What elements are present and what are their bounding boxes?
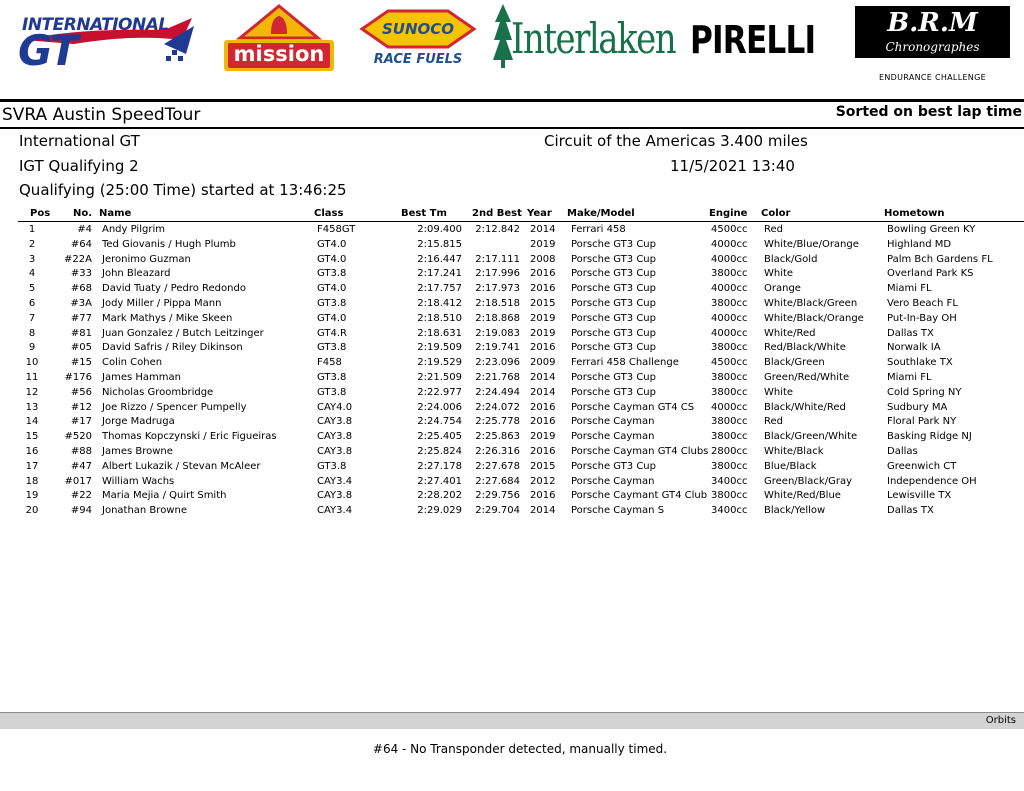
- session-name: IGT Qualifying 2: [19, 157, 139, 175]
- cell-number: #56: [70, 386, 92, 398]
- cell-color: Black/Green/White: [764, 431, 858, 443]
- cell-class: CAY3.8: [317, 431, 353, 443]
- cell-hometown: Norwalk IA: [887, 342, 941, 354]
- cell-hometown: Palm Bch Gardens FL: [887, 253, 993, 265]
- cell-color: Black/White/Red: [764, 401, 846, 413]
- cell-class: CAY3.8: [317, 416, 353, 428]
- cell-year: 2008: [530, 253, 556, 265]
- cell-best-time: 2:24.006: [417, 401, 462, 413]
- cell-engine: 4000cc: [711, 253, 748, 265]
- igt-wordmark-line1: INTERNATIONAL: [22, 15, 169, 35]
- cell-engine: 3800cc: [711, 297, 748, 309]
- cell-driver-name: Juan Gonzalez / Butch Leitzinger: [102, 327, 264, 339]
- cell-engine: 4500cc: [711, 357, 748, 369]
- cell-best-time: 2:15.815: [417, 238, 462, 250]
- cell-second-best: 2:29.756: [475, 490, 520, 502]
- cell-best-time: 2:27.401: [417, 475, 462, 487]
- table-row: [0, 490, 1024, 505]
- header-rule-top: [0, 99, 1024, 102]
- transponder-note: #64 - No Transponder detected, manually timed.: [372, 742, 668, 756]
- cell-pos: 11: [25, 371, 39, 383]
- cell-driver-name: Mark Mathys / Mike Skeen: [102, 312, 233, 324]
- event-title: SVRA Austin SpeedTour: [2, 105, 201, 125]
- interlaken-logo: [493, 2, 676, 72]
- cell-year: 2014: [530, 371, 556, 383]
- cell-make-model: Ferrari 458: [571, 224, 626, 235]
- cell-color: Green/Black/Gray: [764, 475, 852, 487]
- cell-second-best: 2:24.072: [475, 401, 520, 413]
- igt-wordmark-line2: GT: [18, 26, 77, 75]
- cell-driver-name: Jonathan Browne: [102, 505, 187, 517]
- col-year: Year: [527, 208, 552, 219]
- cell-driver-name: William Wachs: [102, 475, 175, 487]
- cell-year: 2019: [530, 312, 556, 324]
- results-table-header: [0, 208, 1024, 222]
- cell-driver-name: Joe Rizzo / Spencer Pumpelly: [102, 401, 247, 413]
- cell-engine: 4000cc: [711, 283, 748, 295]
- cell-number: #15: [70, 357, 92, 369]
- table-row: [0, 416, 1024, 431]
- cell-color: White: [764, 268, 794, 280]
- cell-engine: 3800cc: [711, 460, 748, 472]
- cell-best-time: 2:22.977: [417, 386, 462, 398]
- cell-year: 2014: [530, 224, 556, 235]
- cell-color: Black/Yellow: [764, 505, 826, 517]
- cell-class: CAY3.8: [317, 490, 353, 502]
- cell-color: White/Red/Blue: [764, 490, 841, 502]
- table-row: [0, 328, 1024, 343]
- cell-number: #176: [64, 371, 92, 383]
- cell-driver-name: James Hamman: [102, 371, 181, 383]
- brm-logo: [855, 6, 1010, 86]
- cell-pos: 12: [25, 386, 39, 398]
- cell-second-best: 2:17.996: [475, 268, 520, 280]
- cell-best-time: 2:17.241: [417, 268, 462, 280]
- cell-year: 2014: [530, 505, 556, 517]
- cell-second-best: 2:24.494: [475, 386, 520, 398]
- cell-number: #64: [70, 238, 92, 250]
- table-row: [0, 461, 1024, 476]
- cell-best-time: 2:28.202: [417, 490, 462, 502]
- cell-year: 2012: [530, 475, 556, 487]
- cell-year: 2016: [530, 283, 556, 295]
- cell-year: 2015: [530, 297, 556, 309]
- cell-pos: 13: [25, 401, 39, 413]
- cell-best-time: 2:19.529: [417, 357, 462, 369]
- cell-second-best: 2:17.973: [475, 283, 520, 295]
- cell-pos: 5: [28, 283, 36, 295]
- cell-number: #22: [70, 490, 92, 502]
- cell-best-time: 2:18.631: [417, 327, 462, 339]
- cell-class: GT3.8: [317, 297, 347, 309]
- cell-engine: 3800cc: [711, 490, 748, 502]
- cell-make-model: Porsche Cayman: [571, 431, 655, 443]
- cell-pos: 7: [28, 312, 36, 324]
- brm-chronographes: Chronographes: [885, 40, 980, 54]
- cell-year: 2019: [530, 238, 556, 250]
- cell-hometown: Put-In-Bay OH: [887, 312, 957, 324]
- cell-make-model: Porsche GT3 Cup: [571, 386, 656, 398]
- cell-make-model: Porsche Cayman: [571, 416, 655, 428]
- cell-pos: 2: [28, 238, 36, 250]
- cell-hometown: Miami FL: [887, 283, 932, 295]
- table-row: [0, 239, 1024, 254]
- sunoco-wordmark: SUNOCO: [381, 20, 455, 38]
- cell-second-best: 2:12.842: [475, 224, 520, 235]
- cell-number: #4: [77, 224, 92, 235]
- cell-engine: 3400cc: [711, 505, 748, 517]
- cell-hometown: Vero Beach FL: [887, 297, 958, 309]
- sort-note: Sorted on best lap time: [835, 104, 1022, 120]
- cell-number: #05: [70, 342, 92, 354]
- cell-year: 2016: [530, 445, 556, 457]
- cell-color: White: [764, 386, 794, 398]
- cell-class: F458GT: [317, 224, 356, 235]
- cell-driver-name: John Bleazard: [102, 268, 171, 280]
- cell-hometown: Greenwich CT: [887, 460, 957, 472]
- cell-color: Orange: [764, 283, 801, 295]
- cell-number: #33: [70, 268, 92, 280]
- cell-driver-name: Maria Mejia / Quirt Smith: [102, 490, 227, 502]
- header-rule-bottom: [0, 127, 1024, 129]
- col-hometown: Hometown: [884, 208, 945, 219]
- cell-engine: 3400cc: [711, 475, 748, 487]
- cell-pos: 17: [25, 460, 39, 472]
- cell-pos: 6: [28, 297, 36, 309]
- cell-color: White/Blue/Orange: [764, 238, 859, 250]
- cell-class: GT4.0: [317, 238, 347, 250]
- table-header-rule: [18, 221, 1024, 222]
- cell-color: Blue/Black: [764, 460, 817, 472]
- cell-pos: 8: [28, 327, 36, 339]
- cell-second-best: 2:19.741: [475, 342, 520, 354]
- cell-hometown: Floral Park NY: [887, 416, 957, 428]
- cell-class: GT3.8: [317, 342, 347, 354]
- cell-second-best: 2:21.768: [475, 371, 520, 383]
- cell-number: #88: [70, 445, 92, 457]
- table-row: [0, 402, 1024, 417]
- col-best: Best Tm: [401, 208, 447, 219]
- pirelli-wordmark: PIRELLI: [690, 18, 816, 62]
- cell-class: GT3.8: [317, 386, 347, 398]
- cell-second-best: 2:27.684: [475, 475, 520, 487]
- cell-number: #12: [70, 401, 92, 413]
- cell-class: GT3.8: [317, 268, 347, 280]
- session-datetime: 11/5/2021 13:40: [670, 157, 795, 175]
- cell-number: #17: [70, 416, 92, 428]
- cell-hometown: Bowling Green KY: [887, 224, 976, 235]
- cell-make-model: Porsche Cayman: [571, 475, 655, 487]
- cell-second-best: 2:18.518: [475, 297, 520, 309]
- table-row: [0, 342, 1024, 357]
- cell-hometown: Cold Spring NY: [887, 386, 962, 398]
- circuit-name: Circuit of the Americas 3.400 miles: [544, 132, 808, 150]
- series-name: International GT: [19, 132, 140, 150]
- cell-best-time: 2:25.405: [417, 431, 462, 443]
- cell-best-time: 2:17.757: [417, 283, 462, 295]
- cell-make-model: Porsche Cayman GT4 Clubs: [571, 445, 709, 457]
- cell-make-model: Porsche Cayman GT4 CS: [571, 401, 695, 413]
- col-name: Name: [99, 208, 132, 219]
- cell-year: 2016: [530, 401, 556, 413]
- col-no: No.: [73, 208, 93, 219]
- cell-driver-name: Jorge Madruga: [102, 416, 175, 428]
- cell-make-model: Porsche GT3 Cup: [571, 297, 656, 309]
- cell-engine: 4000cc: [711, 312, 748, 324]
- cell-best-time: 2:24.754: [417, 416, 462, 428]
- col-engine: Engine: [709, 208, 748, 219]
- cell-make-model: Porsche GT3 Cup: [571, 371, 656, 383]
- cell-best-time: 2:16.447: [417, 253, 462, 265]
- cell-pos: 1: [28, 224, 36, 235]
- cell-year: 2016: [530, 342, 556, 354]
- mission-logo: [222, 4, 336, 72]
- cell-pos: 3: [28, 253, 36, 265]
- cell-number: #3A: [70, 297, 92, 309]
- cell-make-model: Porsche Cayman S: [571, 505, 665, 517]
- cell-best-time: 2:18.412: [417, 297, 462, 309]
- cell-pos: 9: [28, 342, 36, 354]
- table-row: [0, 224, 1024, 239]
- table-row: [0, 357, 1024, 372]
- cell-driver-name: Jody Miller / Pippa Mann: [102, 297, 222, 309]
- table-row: [0, 505, 1024, 520]
- cell-pos: 10: [25, 357, 39, 369]
- cell-class: GT4.0: [317, 253, 347, 265]
- cell-make-model: Porsche GT3 Cup: [571, 460, 656, 472]
- cell-color: White/Black/Orange: [764, 312, 864, 324]
- table-row: [0, 283, 1024, 298]
- orbits-label: Orbits: [985, 715, 1016, 726]
- col-model: Make/Model: [567, 208, 635, 219]
- cell-pos: 4: [28, 268, 36, 280]
- pirelli-logo: [690, 14, 820, 72]
- cell-make-model: Porsche GT3 Cup: [571, 253, 656, 265]
- cell-hometown: Dallas TX: [887, 327, 934, 339]
- cell-best-time: 2:18.510: [417, 312, 462, 324]
- cell-class: GT3.8: [317, 460, 347, 472]
- cell-second-best: 2:29.704: [475, 505, 520, 517]
- cell-best-time: 2:21.509: [417, 371, 462, 383]
- cell-class: GT3.8: [317, 371, 347, 383]
- cell-make-model: Porsche GT3 Cup: [571, 342, 656, 354]
- cell-year: 2014: [530, 386, 556, 398]
- cell-hometown: Southlake TX: [887, 357, 953, 369]
- cell-year: 2016: [530, 268, 556, 280]
- sunoco-logo: [358, 8, 478, 70]
- cell-second-best: 2:19.083: [475, 327, 520, 339]
- cell-hometown: Lewisville TX: [887, 490, 952, 502]
- table-row: [0, 446, 1024, 461]
- cell-best-time: 2:09.400: [417, 224, 462, 235]
- cell-hometown: Overland Park KS: [887, 268, 974, 280]
- cell-number: #77: [70, 312, 92, 324]
- cell-hometown: Basking Ridge NJ: [887, 431, 972, 443]
- cell-second-best: 2:27.678: [475, 460, 520, 472]
- cell-pos: 19: [25, 490, 39, 502]
- cell-engine: 4000cc: [711, 401, 748, 413]
- cell-driver-name: Thomas Kopczynski / Eric Figueiras: [102, 431, 277, 443]
- sponsor-logo-strip: [0, 0, 1024, 98]
- international-gt-logo: [14, 10, 199, 82]
- table-row: [0, 254, 1024, 269]
- table-row: [0, 298, 1024, 313]
- cell-pos: 14: [25, 416, 39, 428]
- cell-class: CAY3.8: [317, 445, 353, 457]
- cell-best-time: 2:29.029: [417, 505, 462, 517]
- cell-make-model: Porsche GT3 Cup: [571, 268, 656, 280]
- brm-wordmark: B.R.M: [887, 8, 978, 38]
- cell-hometown: Dallas: [887, 445, 918, 457]
- cell-hometown: Miami FL: [887, 371, 932, 383]
- cell-engine: 3800cc: [711, 371, 748, 383]
- interlaken-tree-icon: [493, 2, 513, 68]
- cell-number: #47: [70, 460, 92, 472]
- cell-driver-name: Colin Cohen: [102, 357, 163, 369]
- cell-number: #94: [70, 505, 92, 517]
- cell-number: #68: [70, 283, 92, 295]
- cell-engine: 3800cc: [711, 268, 748, 280]
- brm-endurance-challenge: ENDURANCE CHALLENGE: [879, 73, 986, 82]
- table-row: [0, 268, 1024, 283]
- cell-make-model: Porsche GT3 Cup: [571, 312, 656, 324]
- cell-number: #520: [64, 431, 92, 443]
- cell-make-model: Ferrari 458 Challenge: [571, 357, 679, 369]
- cell-year: 2016: [530, 490, 556, 502]
- cell-hometown: Dallas TX: [887, 505, 934, 517]
- cell-second-best: 2:25.863: [475, 431, 520, 443]
- cell-second-best: 2:18.868: [475, 312, 520, 324]
- table-row: [0, 476, 1024, 491]
- col-color: Color: [761, 208, 791, 219]
- table-row: [0, 313, 1024, 328]
- cell-driver-name: Ted Giovanis / Hugh Plumb: [102, 238, 236, 250]
- cell-second-best: 2:25.778: [475, 416, 520, 428]
- title-row: [0, 103, 1024, 127]
- cell-driver-name: David Safris / Riley Dikinson: [102, 342, 243, 354]
- cell-engine: 4000cc: [711, 327, 748, 339]
- cell-class: CAY3.4: [317, 475, 353, 487]
- mission-wordmark: mission: [233, 42, 325, 66]
- cell-second-best: 2:23.096: [475, 357, 520, 369]
- cell-engine: 3800cc: [711, 386, 748, 398]
- cell-engine: 2800cc: [711, 445, 748, 457]
- cell-color: Black/Gold: [764, 253, 818, 265]
- cell-color: White/Red: [764, 327, 816, 339]
- cell-class: GT4.R: [317, 327, 347, 339]
- col-second: 2nd Best: [472, 208, 522, 219]
- cell-year: 2016: [530, 416, 556, 428]
- cell-second-best: 2:17.111: [475, 253, 520, 265]
- table-row: [0, 431, 1024, 446]
- cell-number: #81: [70, 327, 92, 339]
- cell-class: GT4.0: [317, 312, 347, 324]
- cell-pos: 18: [25, 475, 39, 487]
- cell-pos: 15: [25, 431, 39, 443]
- results-table-body: [0, 224, 1024, 520]
- cell-make-model: Porsche GT3 Cup: [571, 238, 656, 250]
- race-fuels-wordmark: RACE FUELS: [373, 52, 463, 67]
- cell-second-best: 2:26.316: [475, 445, 520, 457]
- cell-class: CAY3.4: [317, 505, 353, 517]
- cell-best-time: 2:27.178: [417, 460, 462, 472]
- cell-year: 2009: [530, 357, 556, 369]
- cell-color: Red: [764, 416, 783, 428]
- table-row: [0, 387, 1024, 402]
- cell-hometown: Independence OH: [887, 475, 977, 487]
- cell-color: Green/Red/White: [764, 371, 850, 383]
- cell-engine: 4000cc: [711, 238, 748, 250]
- cell-make-model: Porsche Caymant GT4 Club: [571, 490, 708, 502]
- cell-class: CAY4.0: [317, 401, 353, 413]
- cell-make-model: Porsche GT3 Cup: [571, 327, 656, 339]
- cell-pos: 20: [25, 505, 39, 517]
- cell-driver-name: Andy Pilgrim: [102, 224, 165, 235]
- cell-hometown: Sudbury MA: [887, 401, 948, 413]
- cell-year: 2019: [530, 431, 556, 443]
- cell-pos: 16: [25, 445, 39, 457]
- cell-color: White/Black/Green: [764, 297, 858, 309]
- col-pos: Pos: [30, 208, 51, 219]
- cell-best-time: 2:25.824: [417, 445, 462, 457]
- interlaken-wordmark: Interlaken: [511, 14, 676, 64]
- cell-hometown: Highland MD: [887, 238, 952, 250]
- qualifying-info: Qualifying (25:00 Time) started at 13:46:25: [19, 181, 347, 199]
- cell-color: Red: [764, 224, 783, 235]
- cell-color: Black/Green: [764, 357, 825, 369]
- cell-driver-name: David Tuaty / Pedro Redondo: [102, 283, 246, 295]
- cell-number: #22A: [64, 253, 92, 265]
- cell-driver-name: James Browne: [102, 445, 173, 457]
- cell-color: White/Black: [764, 445, 824, 457]
- cell-year: 2019: [530, 327, 556, 339]
- cell-make-model: Porsche GT3 Cup: [571, 283, 656, 295]
- cell-color: Red/Black/White: [764, 342, 846, 354]
- cell-class: GT4.0: [317, 283, 347, 295]
- cell-driver-name: Albert Lukazik / Stevan McAleer: [102, 460, 261, 472]
- cell-number: #017: [64, 475, 92, 487]
- cell-engine: 4500cc: [711, 224, 748, 235]
- cell-class: F458: [317, 357, 342, 369]
- cell-engine: 3800cc: [711, 431, 748, 443]
- table-row: [0, 372, 1024, 387]
- cell-engine: 3800cc: [711, 416, 748, 428]
- cell-engine: 3800cc: [711, 342, 748, 354]
- cell-driver-name: Nicholas Groombridge: [102, 386, 214, 398]
- cell-best-time: 2:19.509: [417, 342, 462, 354]
- cell-driver-name: Jeronimo Guzman: [102, 253, 191, 265]
- cell-year: 2015: [530, 460, 556, 472]
- col-class: Class: [314, 208, 344, 219]
- footer-bar: [0, 712, 1024, 729]
